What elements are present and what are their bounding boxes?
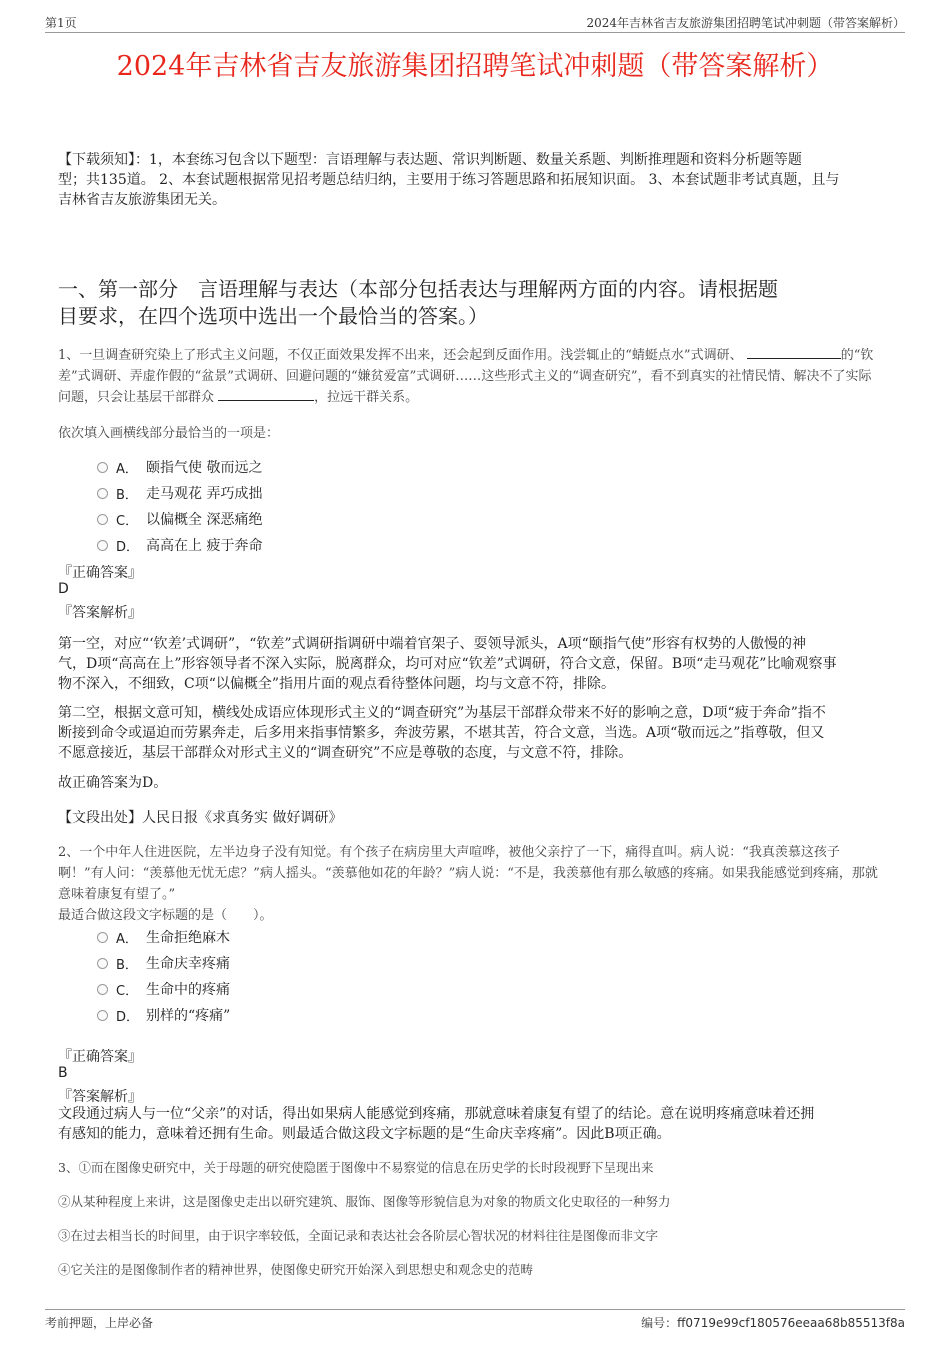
- notice-line-1: ：1，本套练习包含以下题型：言语理解与表达题、常识判断题、数量关系题、判断推理题和资料分析题等题: [135, 152, 802, 168]
- analysis-line: 断接到命令或逼迫而劳累奔走，后多用来指事情繁多，奔波劳累，不堪其苦，符合文意，当选。A项“敬而远之”指尊敬，但又: [58, 725, 825, 741]
- analysis-line: 不愿意接近，基层干部群众对形式主义的“调查研究”不应是尊敬的态度，与文意不符，排除。: [58, 745, 633, 761]
- q2-answer: B: [58, 1065, 68, 1081]
- analysis-line: 文段通过病人与一位“父亲”的对话，得出如果病人能感觉到疼痛，那就意味着康复有望了的结论。意在说明疼痛意味着还拥: [58, 1106, 815, 1122]
- radio-icon[interactable]: [97, 984, 108, 995]
- option-text: 高高在上 疲于奔命: [146, 538, 263, 554]
- q2-line-1: 2、一个中年人住进医院，左半边身子没有知觉。有个孩子在病房里大声喧哗，被他父亲拧了一下，痛得直叫。病人说：“我真羡慕这孩子: [58, 845, 840, 860]
- q1-option-a[interactable]: [97, 457, 262, 477]
- q1-blank-2: [218, 388, 314, 401]
- radio-icon[interactable]: [97, 514, 108, 525]
- footer-code-label: 编号：: [641, 1316, 678, 1330]
- q2-option-c[interactable]: [97, 979, 230, 999]
- question-1-stem: [58, 345, 908, 408]
- q3-line-1: 3、①而在图像史研究中，关于母题的研究使隐匿于图像中不易察觉的信息在历史学的长时段视野下呈现出来: [58, 1160, 654, 1175]
- source-text: 人民日报《求真务实 做好调研》: [142, 810, 343, 826]
- option-letter: B．: [116, 487, 138, 503]
- q2-analysis-label: 『答案解析』: [58, 1089, 142, 1105]
- q2-option-b[interactable]: [97, 953, 230, 973]
- option-letter: D．: [116, 539, 140, 555]
- radio-icon[interactable]: [97, 958, 108, 969]
- analysis-line: 第一空，对应“‘钦差’式调研”，“钦差”式调研指调研中端着官架子、耍领导派头，A项“颐指气使”形容有权势的人傲慢的神: [58, 636, 806, 652]
- notice-line-2: 型；共135道。 2、本套试题根据常见招考题总结归纳，主要用于练习答题思路和拓展知识面。 3、本套试题非考试真题，且与: [58, 172, 840, 188]
- q1-source: [58, 808, 342, 828]
- q1-line-1b: 的“钦: [840, 348, 874, 363]
- q1-line-3a: 问题，只会让基层干部群众: [58, 390, 215, 405]
- section-heading-line-2: 目要求，在四个选项中选出一个最恰当的答案。）: [58, 304, 488, 328]
- option-letter: A．: [116, 931, 138, 947]
- footer-divider: [45, 1309, 905, 1310]
- q3-line-2: ②从某种程度上来讲，这是图像史走出以研究建筑、服饰、图像等形貌信息为对象的物质文化史取径的一种努力: [58, 1194, 671, 1209]
- page-number: 第1页: [45, 16, 77, 30]
- radio-icon[interactable]: [97, 932, 108, 943]
- radio-icon[interactable]: [97, 488, 108, 499]
- q2-option-d[interactable]: [97, 1005, 230, 1025]
- radio-icon[interactable]: [97, 1010, 108, 1021]
- option-letter: B．: [116, 957, 138, 973]
- section-heading-line-1: 一、第一部分 言语理解与表达（本部分包括表达与理解两方面的内容。请根据题: [58, 277, 778, 301]
- option-letter: C．: [116, 983, 139, 999]
- q1-prompt: 依次填入画横线部分最恰当的一项是：: [58, 426, 280, 441]
- analysis-line: 第二空，根据文意可知，横线处成语应体现形式主义的“调查研究”为基层干部群众带来不好的影响之意，D项“疲于奔命”指不: [58, 705, 826, 721]
- radio-icon[interactable]: [97, 462, 108, 473]
- option-text: 生命中的疼痛: [146, 982, 230, 998]
- option-text: 走马观花 弄巧成拙: [146, 486, 263, 502]
- q1-analysis-para-2: [58, 703, 908, 763]
- q2-answer-label: 『正确答案』: [58, 1049, 142, 1065]
- analysis-line: 物不深入，不细致，C项“以偏概全”指用片面的观点看待整体问题，均与文意不符，排除。: [58, 676, 616, 692]
- radio-icon[interactable]: [97, 540, 108, 551]
- source-label: 【文段出处】: [58, 810, 142, 826]
- option-letter: D．: [116, 1009, 140, 1025]
- q1-blank-1: [747, 346, 841, 359]
- q1-option-d[interactable]: [97, 535, 262, 555]
- q1-analysis-para-1: [58, 634, 908, 694]
- q2-option-a[interactable]: [97, 927, 230, 947]
- q1-line-2: 差”式调研、弄虚作假的“盆景”式调研、回避问题的“嫌贫爱富”式调研……这些形式主义的“调查研究”，看不到真实的社情民情、解决不了实际: [58, 369, 872, 384]
- q1-option-b[interactable]: [97, 483, 262, 503]
- q2-analysis: [58, 1104, 908, 1144]
- option-text: 以偏概全 深恶痛绝: [146, 512, 263, 528]
- option-text: 生命拒绝麻木: [146, 930, 230, 946]
- q1-analysis-label: 『答案解析』: [58, 605, 142, 621]
- section-heading: [58, 276, 908, 330]
- q1-answer-label: 『正确答案』: [58, 565, 142, 581]
- q1-answer: D: [58, 581, 69, 597]
- q3-line-4: ④它关注的是图像制作者的精神世界，使图像史研究开始深入到思想史和观念史的范畴: [58, 1262, 534, 1277]
- q2-line-3: 意味着康复有望了。”: [58, 887, 176, 902]
- header-doc-title: 2024年吉林省吉友旅游集团招聘笔试冲刺题（带答案解析）: [586, 16, 905, 30]
- analysis-line: 有感知的能力，意味着还拥有生命。则最适合做这段文字标题的是“生命庆幸疼痛”。因此B项正确。: [58, 1126, 671, 1142]
- q1-conclusion: 故正确答案为D。: [58, 775, 168, 791]
- q3-line-3: ③在过去相当长的时间里，由于识字率较低，全面记录和表达社会各阶层心智状况的材料往往是图像而非文字: [58, 1228, 659, 1243]
- option-text: 生命庆幸疼痛: [146, 956, 230, 972]
- option-text: 别样的“疼痛”: [146, 1008, 231, 1024]
- option-letter: A．: [116, 461, 138, 477]
- footer-code-value: ff0719e99cf180576eeaa68b85513f8a: [677, 1316, 905, 1330]
- q2-line-2: 啊！”有人问：“羡慕他无忧无虑？”病人摇头。“羡慕他如花的年龄？”病人说：“不是，我羡慕他有那么敏感的疼痛。如果我能感觉到疼痛，那就: [58, 866, 878, 881]
- notice-label: 【下载须知】: [58, 152, 135, 168]
- q1-line-1a: 1、一旦调查研究染上了形式主义问题，不仅正面效果发挥不出来，还会起到反面作用。浅尝辄止的“蜻蜓点水”式调研、: [58, 348, 743, 363]
- q1-option-c[interactable]: [97, 509, 262, 529]
- q1-line-3b: ，拉远干群关系。: [314, 390, 419, 405]
- question-2-stem: [58, 842, 908, 905]
- option-letter: C．: [116, 513, 139, 529]
- page-title: 2024年吉林省吉友旅游集团招聘笔试冲刺题（带答案解析）: [116, 51, 834, 82]
- q2-prompt: 最适合做这段文字标题的是（ ）。: [58, 908, 273, 923]
- footer-slogan: 考前押题，上岸必备: [45, 1316, 154, 1330]
- footer-code: [641, 1314, 905, 1331]
- option-text: 颐指气使 敬而远之: [146, 460, 263, 476]
- header-divider: [45, 32, 905, 33]
- notice-line-3: 吉林省吉友旅游集团无关。: [58, 192, 226, 208]
- download-notice: [58, 150, 908, 210]
- analysis-line: 气，D项“高高在上”形容领导者不深入实际，脱离群众，均可对应“钦差”式调研，符合文意，保留。B项“走马观花”比喻观察事: [58, 656, 837, 672]
